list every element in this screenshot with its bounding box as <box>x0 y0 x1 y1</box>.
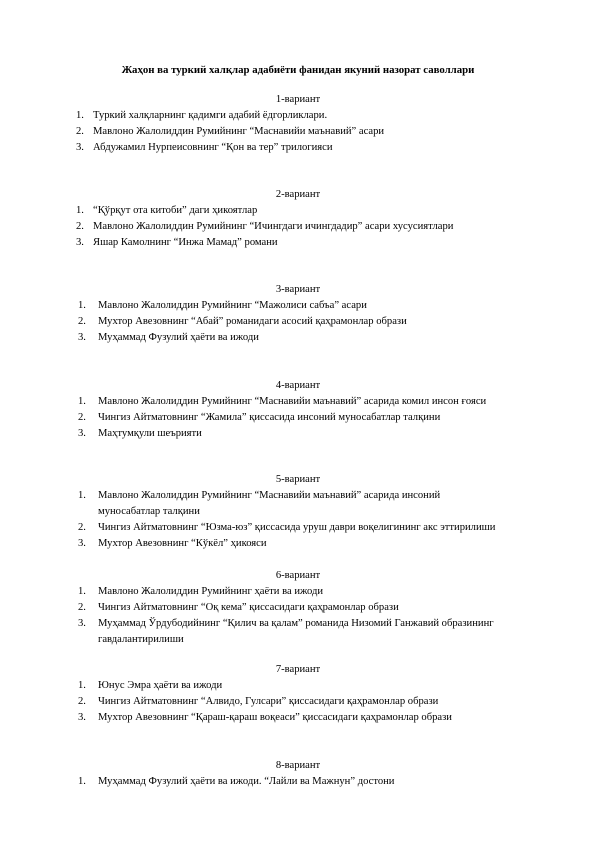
question-text: Мавлоно Жалолиддин Румийнинг “Мажолиси сабъа” асари <box>98 300 367 311</box>
question-number: 2. <box>78 412 86 423</box>
question-text: Мухтор Авезовнинг “Қараш-қараш воқеаси” қиссасидаги қаҳрамонлар образи <box>98 712 452 723</box>
question-item <box>0 394 596 410</box>
question-number: 3. <box>76 237 84 248</box>
question-number: 3. <box>78 332 86 343</box>
question-list <box>0 298 596 346</box>
question-item <box>0 774 596 790</box>
question-item <box>0 426 596 442</box>
variant-heading: 4-вариант <box>275 380 321 391</box>
question-item <box>0 235 596 251</box>
question-text: Чингиз Айтматовнинг “Оқ кема” қиссасидаги қаҳрамонлар образи <box>98 602 399 613</box>
question-text: Мухтор Авезовнинг “Абай” романидаги асосий қаҳрамонлар образи <box>98 316 407 327</box>
question-text: Юнус Эмра ҳаёти ва ижоди <box>98 680 223 691</box>
question-list <box>0 678 596 726</box>
variant-section <box>0 758 596 790</box>
question-number: 3. <box>78 618 86 629</box>
variant-section <box>0 378 596 442</box>
question-item <box>0 520 596 536</box>
question-item <box>0 616 596 648</box>
question-number: 2. <box>78 602 86 613</box>
question-item <box>0 140 596 156</box>
question-number: 2. <box>78 696 86 707</box>
question-item <box>0 219 596 235</box>
question-item <box>0 124 596 140</box>
question-item <box>0 694 596 710</box>
question-list <box>0 394 596 442</box>
question-text: Муҳаммад Фузулий ҳаёти ва ижоди. “Лайли ва Мажнун” достони <box>98 776 395 787</box>
question-number: 3. <box>78 712 86 723</box>
question-text: Чингиз Айтматовнинг “Юзма-юз” қиссасида уруш даври воқелигининг акс эттирилиши <box>98 522 496 533</box>
question-item <box>0 108 596 124</box>
question-text: Чингиз Айтматовнинг “Жамила” қиссасида инсоний муносабатлар талқини <box>98 412 441 423</box>
variant-heading: 5-вариант <box>275 474 321 485</box>
question-text: Туркий халқларнинг қадимги адабий ёдгорликлари. <box>93 110 328 121</box>
question-list <box>0 108 596 156</box>
question-number: 1. <box>78 586 86 597</box>
variant-section <box>0 662 596 726</box>
variant-section <box>0 568 596 648</box>
question-number: 3. <box>78 428 86 439</box>
question-number: 2. <box>76 126 84 137</box>
question-text: Мавлоно Жалолиддин Румийнинг “Маснавийи маънавий” асарида комил инсон ғояси <box>98 396 487 407</box>
question-item <box>0 314 596 330</box>
question-list <box>0 203 596 251</box>
question-list <box>0 584 596 648</box>
variant-section <box>0 187 596 251</box>
question-number: 1. <box>78 776 86 787</box>
document-title: Жаҳон ва туркий халқлар адабиёти фанидан якуний назорат саволлари <box>121 64 475 76</box>
question-text: “Қўрқут ота китоби” даги ҳикоятлар <box>93 205 258 216</box>
variant-section <box>0 92 596 156</box>
question-text: Муҳаммад Фузулий ҳаёти ва ижоди <box>98 332 259 343</box>
question-text: Яшар Камолнинг “Инжа Мамад” романи <box>93 237 278 248</box>
question-list <box>0 488 596 552</box>
question-number: 1. <box>78 490 86 501</box>
question-number: 3. <box>78 538 86 549</box>
question-text: Мавлоно Жалолиддин Румийнинг “Ичингдаги ичингдадир” асари хусусиятлари <box>93 221 454 232</box>
variant-section <box>0 472 596 552</box>
question-number: 1. <box>78 300 86 311</box>
question-number: 2. <box>78 522 86 533</box>
question-text: Мухтор Авезовнинг “Кўкёл” ҳикояси <box>98 538 267 549</box>
question-number: 3. <box>76 142 84 153</box>
question-text: Маҳтумқули шеърияти <box>98 428 202 439</box>
variant-section <box>0 282 596 346</box>
variant-heading: 6-вариант <box>275 570 321 581</box>
question-item <box>0 488 596 520</box>
variant-heading: 1-вариант <box>275 94 321 105</box>
question-list <box>0 774 596 790</box>
question-text: Мавлоно Жалолиддин Румийнинг ҳаёти ва ижоди <box>98 586 324 597</box>
variant-heading: 8-вариант <box>275 760 321 771</box>
question-text: Муҳаммад Ўрдубодийнинг “Қилич ва қалам” романида Низомий Ганжавий образининг гавдалантирилиши <box>98 618 494 645</box>
question-item <box>0 203 596 219</box>
question-item <box>0 710 596 726</box>
question-text: Чингиз Айтматовнинг “Алвидо, Гулсари” қиссасидаги қаҳрамонлар образи <box>98 696 439 707</box>
question-item <box>0 410 596 426</box>
question-item <box>0 678 596 694</box>
question-item <box>0 330 596 346</box>
question-text: Мавлоно Жалолиддин Румийнинг “Маснавийи маънавий” асарида инсоний муносабатлар талқини <box>98 490 441 517</box>
question-item <box>0 584 596 600</box>
question-item <box>0 298 596 314</box>
question-number: 1. <box>78 680 86 691</box>
question-text: Мавлоно Жалолиддин Румийнинг “Маснавийи маънавий” асари <box>93 126 385 137</box>
question-item <box>0 600 596 616</box>
question-number: 2. <box>78 316 86 327</box>
variant-heading: 2-вариант <box>275 189 321 200</box>
question-text: Абдужамил Нурпеисовнинг “Қон ва тер” трилогияси <box>93 142 333 153</box>
question-number: 1. <box>78 396 86 407</box>
variant-heading: 7-вариант <box>275 664 321 675</box>
question-item <box>0 536 596 552</box>
question-number: 1. <box>76 205 84 216</box>
question-number: 2. <box>76 221 84 232</box>
question-number: 1. <box>76 110 84 121</box>
variant-heading: 3-вариант <box>275 284 321 295</box>
